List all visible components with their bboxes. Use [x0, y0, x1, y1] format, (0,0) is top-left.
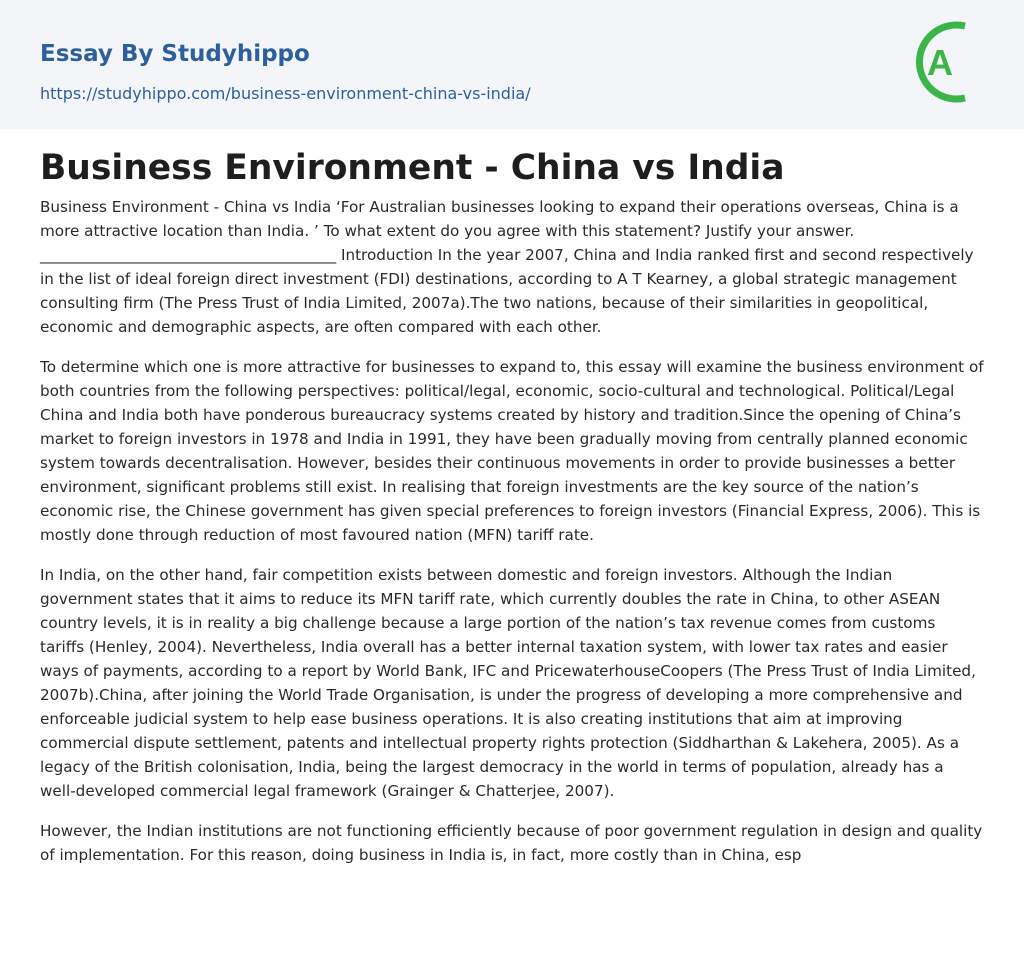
logo-letter: A	[927, 42, 953, 83]
article-content	[40, 146, 984, 883]
studyhippo-logo-icon[interactable]	[912, 19, 986, 105]
article-paragraph: In India, on the other hand, fair competition exists between domestic and foreign investors. Although the Indian government states that it aims to reduce its MFN tariff rate, which currently doubles the rate in China, to other ASEAN country levels, it is in reality a big challenge because a large portion of the nation’s tax revenue comes from customs tariffs (Henley, 2004). Nevertheless, India overall has a better internal taxation system, with lower tax rates and easier ways of payments, according to a report by World Bank, IFC and PricewaterhouseCoopers (The Press Trust of India Limited, 2007b).China, after joining the World Trade Organisation, is under the progress of developing a more comprehensive and enforceable judicial system to help ease business operations. It is also creating institutions that aim at improving commercial dispute settlement, patents and intellectual property rights protection (Siddharthan & Lakehera, 2005). As a legacy of the British colonisation, India, being the largest democracy in the world in terms of population, already has a well-developed commercial legal framework (Grainger & Chatterjee, 2007).	[40, 566, 976, 800]
article-paragraph: Business Environment - China vs India ‘For Australian businesses looking to expand their operations overseas, China is a more attractive location than India. ’ To what extent do you agree with this statement? Justify your answer. _______________________________________ Introduction In the year 2007, China and India ranked first and second respectively in the list of ideal foreign direct investment (FDI) destinations, according to A T Kearney, a global strategic management consulting firm (The Press Trust of India Limited, 2007a).The two nations, because of their similarities in geopolitical, economic and demographic aspects, are often compared with each other.	[40, 198, 974, 336]
article-paragraph: To determine which one is more attractive for businesses to expand to, this essay will examine the business environment of both countries from the following perspectives: political/legal, economic, socio-cultural and technological. Political/Legal China and India both have ponderous bureaucracy systems created by history and tradition.Since the opening of China’s market to foreign investors in 1978 and India in 1991, they have been gradually moving from centrally planned economic system towards decentralisation. However, besides their continuous movements in order to provide businesses a better environment, significant problems still exist. In realising that foreign investments are the key source of the nation’s economic rise, the Chinese government has given special preferences to foreign investors (Financial Express, 2006). This is mostly done through reduction of most favoured nation (MFN) tariff rate.	[40, 358, 984, 544]
site-header	[0, 0, 1024, 129]
article-title: Business Environment - China vs India	[40, 148, 785, 188]
article-paragraph: However, the Indian institutions are not functioning efficiently because of poor government regulation in design and quality of implementation. For this reason, doing business in India is, in fact, more costly than in China, esp	[40, 822, 983, 864]
article-url-link[interactable]: https://studyhippo.com/business-environment-china-vs-india/	[40, 84, 531, 103]
site-brand[interactable]: Essay By Studyhippo	[40, 41, 310, 67]
